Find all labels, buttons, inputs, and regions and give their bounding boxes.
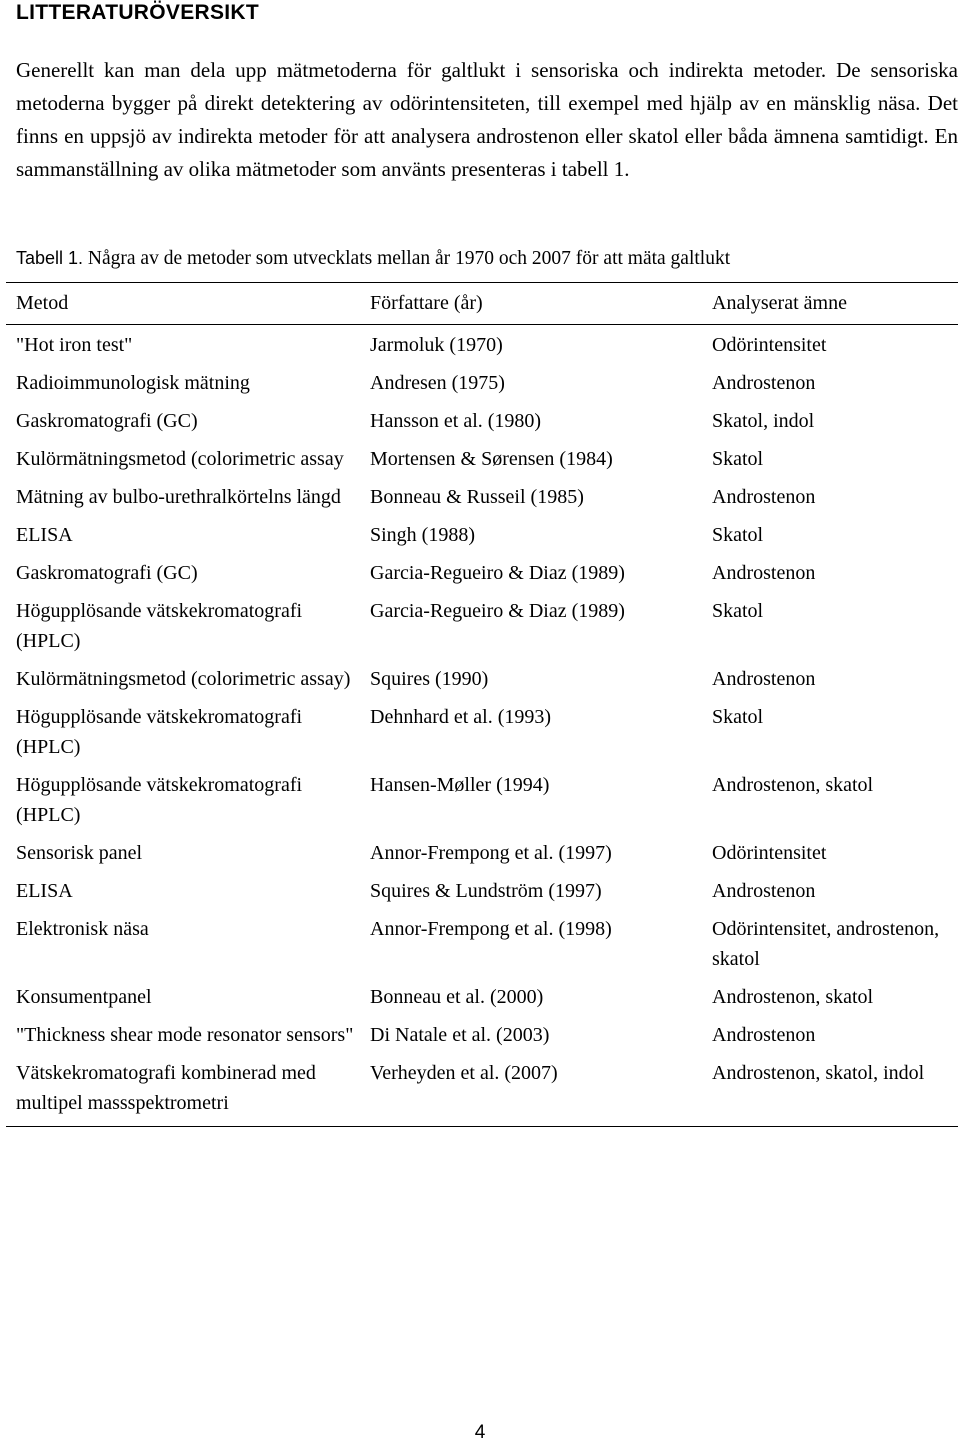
header-method: Metod xyxy=(6,283,360,325)
cell-author: Bonneau et al. (2000) xyxy=(370,986,544,1008)
table-row xyxy=(6,873,958,911)
cell-substance: Skatol, indol xyxy=(712,410,815,432)
table-row xyxy=(6,979,958,1017)
cell-method: ELISA xyxy=(16,880,73,902)
cell-author: Andresen (1975) xyxy=(370,372,505,394)
cell-author: Bonneau & Russeil (1985) xyxy=(370,486,584,508)
header-substance: Analyserat ämne xyxy=(702,283,958,325)
cell-author: Annor-Frempong et al. (1997) xyxy=(370,842,612,864)
cell-substance: Androstenon, skatol xyxy=(712,774,874,796)
cell-substance: Androstenon xyxy=(712,486,816,508)
cell-method: ELISA xyxy=(16,524,73,546)
table-row xyxy=(6,767,958,835)
cell-method: Mätning av bulbo-urethralkörtelns längd xyxy=(16,486,341,508)
cell-method: Konsumentpanel xyxy=(16,986,152,1008)
cell-author: Garcia-Regueiro & Diaz (1989) xyxy=(370,600,625,622)
cell-substance: Androstenon xyxy=(712,1024,816,1046)
cell-method: Sensorisk panel xyxy=(16,842,143,864)
cell-substance: Androstenon xyxy=(712,562,816,584)
cell-substance: Skatol xyxy=(712,448,764,470)
cell-substance: Odörintensitet xyxy=(712,842,827,864)
cell-author: Dehnhard et al. (1993) xyxy=(370,706,552,728)
table-row xyxy=(6,555,958,593)
cell-author: Verheyden et al. (2007) xyxy=(360,1055,702,1127)
table-caption-text: Några av de metoder som utvecklats mellan år 1970 och 2007 för att mäta galtlukt xyxy=(83,248,731,269)
table-row xyxy=(6,593,958,661)
table-row xyxy=(6,1017,958,1055)
cell-method: Högupplösande vätskekromatografi (HPLC) xyxy=(16,600,303,652)
cell-substance: Androstenon xyxy=(712,880,816,902)
cell-author: Squires & Lundström (1997) xyxy=(370,880,602,902)
cell-substance: Androstenon, skatol xyxy=(712,986,874,1008)
cell-author: Mortensen & Sørensen (1984) xyxy=(370,448,613,470)
cell-method: Högupplösande vätskekromatografi (HPLC) xyxy=(16,774,303,826)
cell-substance: Odörintensitet xyxy=(712,334,827,356)
cell-author: Jarmoluk (1970) xyxy=(370,334,503,356)
cell-author: Hansson et al. (1980) xyxy=(370,410,542,432)
cell-substance: Skatol xyxy=(712,600,764,622)
table-row xyxy=(6,441,958,479)
cell-method: "Hot iron test" xyxy=(16,334,133,356)
table-header-row xyxy=(6,283,958,325)
methods-table xyxy=(6,282,958,1127)
cell-method: Elektronisk näsa xyxy=(16,918,149,940)
section-heading: LITTERATURÖVERSIKT xyxy=(16,1,260,24)
cell-method: Gaskromatografi (GC) xyxy=(16,410,198,432)
cell-method: Radioimmunologisk mätning xyxy=(16,372,250,394)
page-number: 4 xyxy=(474,1422,486,1443)
table-row xyxy=(6,325,958,366)
cell-author: Squires (1990) xyxy=(370,668,489,690)
cell-author: Hansen-Møller (1994) xyxy=(370,774,550,796)
table-row xyxy=(6,403,958,441)
table-row xyxy=(6,365,958,403)
table-row xyxy=(6,835,958,873)
table-row xyxy=(6,661,958,699)
cell-substance: Androstenon xyxy=(712,372,816,394)
cell-substance: Skatol xyxy=(712,524,764,546)
table-caption-label: Tabell 1. xyxy=(16,248,84,268)
cell-author: Singh (1988) xyxy=(370,524,475,546)
cell-substance: Skatol xyxy=(712,706,764,728)
cell-author: Garcia-Regueiro & Diaz (1989) xyxy=(370,562,625,584)
table-row xyxy=(6,911,958,979)
cell-method: "Thickness shear mode resonator sensors" xyxy=(16,1024,354,1046)
table-row xyxy=(6,479,958,517)
table-row xyxy=(6,699,958,767)
cell-author: Annor-Frempong et al. (1998) xyxy=(370,918,612,940)
header-author: Författare (år) xyxy=(360,283,702,325)
cell-method: Högupplösande vätskekromatografi (HPLC) xyxy=(16,706,303,758)
cell-method: Kulörmätningsmetod (colorimetric assay xyxy=(16,448,344,470)
cell-method: Vätskekromatografi kombinerad med multipel massspektrometri xyxy=(6,1055,360,1127)
cell-method: Gaskromatografi (GC) xyxy=(16,562,198,584)
table-caption xyxy=(16,245,730,272)
cell-author: Di Natale et al. (2003) xyxy=(370,1024,550,1046)
cell-substance: Odörintensitet, androstenon, skatol xyxy=(712,918,940,970)
table-row xyxy=(6,517,958,555)
cell-substance: Androstenon, skatol, indol xyxy=(702,1055,958,1127)
cell-substance: Androstenon xyxy=(712,668,816,690)
intro-paragraph: Generellt kan man dela upp mätmetoderna för galtlukt i sensoriska och indirekta metoder. De sensoriska metoderna bygger på direkt detektering av odörintensiteten, till exempel med hjälp av en mänsklig näsa. Det finns en uppsjö av indirekta metoder för att analysera androstenon eller skatol eller båda ämnena samtidigt. En sammanställning av olika mätmetoder som använts presenteras i tabell 1. xyxy=(16,58,958,181)
cell-method: Kulörmätningsmetod (colorimetric assay) xyxy=(16,668,351,690)
table-row xyxy=(6,1055,958,1127)
